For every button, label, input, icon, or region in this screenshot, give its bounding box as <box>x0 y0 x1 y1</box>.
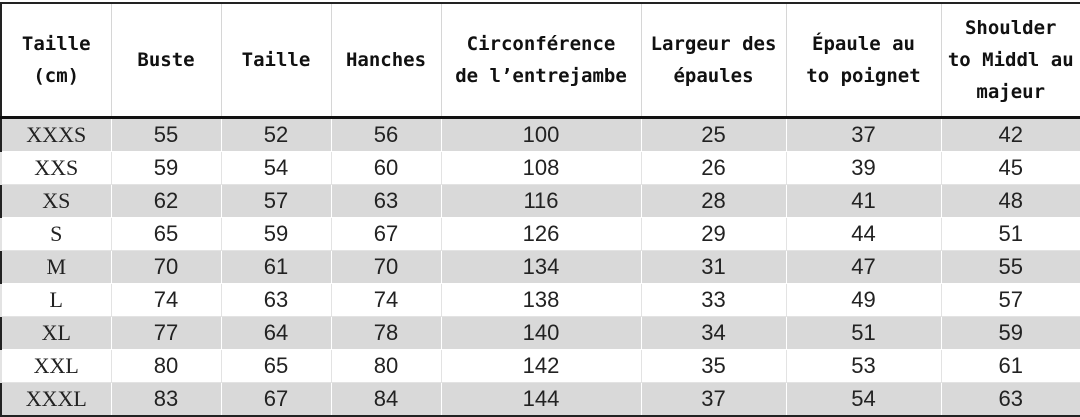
table-row <box>1 152 1080 185</box>
table-row <box>1 284 1080 317</box>
measurement-cell: 29 <box>641 218 786 251</box>
measurement-cell: 26 <box>641 152 786 185</box>
measurement-cell: 67 <box>221 383 331 417</box>
measurement-cell: 37 <box>786 118 941 152</box>
size-label-cell: S <box>1 218 111 251</box>
header-row <box>1 3 1080 118</box>
measurement-cell: 44 <box>786 218 941 251</box>
measurement-cell: 37 <box>641 383 786 417</box>
measurement-cell: 60 <box>331 152 441 185</box>
measurement-cell: 77 <box>111 317 221 350</box>
measurement-cell: 28 <box>641 185 786 218</box>
measurement-cell: 63 <box>331 185 441 218</box>
measurement-cell: 42 <box>941 118 1080 152</box>
size-table <box>0 2 1080 417</box>
header-cell: Épaule au to poignet <box>786 3 941 118</box>
measurement-cell: 54 <box>221 152 331 185</box>
measurement-cell: 35 <box>641 350 786 383</box>
measurement-cell: 80 <box>111 350 221 383</box>
size-label-cell: L <box>1 284 111 317</box>
measurement-cell: 34 <box>641 317 786 350</box>
measurement-cell: 126 <box>441 218 641 251</box>
measurement-cell: 33 <box>641 284 786 317</box>
measurement-cell: 52 <box>221 118 331 152</box>
table-row <box>1 383 1080 417</box>
measurement-cell: 140 <box>441 317 641 350</box>
size-label-cell: XXXS <box>1 118 111 152</box>
measurement-cell: 57 <box>941 284 1080 317</box>
measurement-cell: 78 <box>331 317 441 350</box>
measurement-cell: 116 <box>441 185 641 218</box>
measurement-cell: 41 <box>786 185 941 218</box>
size-label-cell: M <box>1 251 111 284</box>
measurement-cell: 53 <box>786 350 941 383</box>
table-row <box>1 185 1080 218</box>
measurement-cell: 65 <box>221 350 331 383</box>
header-cell: Circonférence de l’entrejambe <box>441 3 641 118</box>
measurement-cell: 108 <box>441 152 641 185</box>
measurement-cell: 74 <box>331 284 441 317</box>
measurement-cell: 39 <box>786 152 941 185</box>
measurement-cell: 49 <box>786 284 941 317</box>
measurement-cell: 56 <box>331 118 441 152</box>
measurement-cell: 48 <box>941 185 1080 218</box>
measurement-cell: 100 <box>441 118 641 152</box>
size-label-cell: XS <box>1 185 111 218</box>
measurement-cell: 70 <box>331 251 441 284</box>
measurement-cell: 55 <box>111 118 221 152</box>
measurement-cell: 59 <box>111 152 221 185</box>
table-body <box>1 118 1080 417</box>
measurement-cell: 138 <box>441 284 641 317</box>
measurement-cell: 64 <box>221 317 331 350</box>
measurement-cell: 47 <box>786 251 941 284</box>
measurement-cell: 57 <box>221 185 331 218</box>
table-row <box>1 218 1080 251</box>
table-row <box>1 317 1080 350</box>
measurement-cell: 59 <box>221 218 331 251</box>
header-cell: Buste <box>111 3 221 118</box>
size-label-cell: XXL <box>1 350 111 383</box>
measurement-cell: 84 <box>331 383 441 417</box>
size-label-cell: XXXL <box>1 383 111 417</box>
measurement-cell: 61 <box>941 350 1080 383</box>
table-row <box>1 350 1080 383</box>
size-label-cell: XXS <box>1 152 111 185</box>
measurement-cell: 62 <box>111 185 221 218</box>
header-cell: Hanches <box>331 3 441 118</box>
measurement-cell: 83 <box>111 383 221 417</box>
header-cell: Taille <box>221 3 331 118</box>
measurement-cell: 31 <box>641 251 786 284</box>
table-row <box>1 118 1080 152</box>
measurement-cell: 74 <box>111 284 221 317</box>
measurement-cell: 63 <box>941 383 1080 417</box>
measurement-cell: 134 <box>441 251 641 284</box>
measurement-cell: 144 <box>441 383 641 417</box>
measurement-cell: 67 <box>331 218 441 251</box>
measurement-cell: 25 <box>641 118 786 152</box>
measurement-cell: 65 <box>111 218 221 251</box>
size-chart <box>0 2 1080 417</box>
measurement-cell: 142 <box>441 350 641 383</box>
measurement-cell: 55 <box>941 251 1080 284</box>
table-row <box>1 251 1080 284</box>
measurement-cell: 54 <box>786 383 941 417</box>
measurement-cell: 61 <box>221 251 331 284</box>
measurement-cell: 70 <box>111 251 221 284</box>
measurement-cell: 45 <box>941 152 1080 185</box>
size-label-cell: XL <box>1 317 111 350</box>
measurement-cell: 51 <box>786 317 941 350</box>
measurement-cell: 59 <box>941 317 1080 350</box>
measurement-cell: 63 <box>221 284 331 317</box>
header-cell: Taille (cm) <box>1 3 111 118</box>
header-cell: Largeur des épaules <box>641 3 786 118</box>
header-cell: Shoulder to Middl au majeur <box>941 3 1080 118</box>
measurement-cell: 51 <box>941 218 1080 251</box>
measurement-cell: 80 <box>331 350 441 383</box>
